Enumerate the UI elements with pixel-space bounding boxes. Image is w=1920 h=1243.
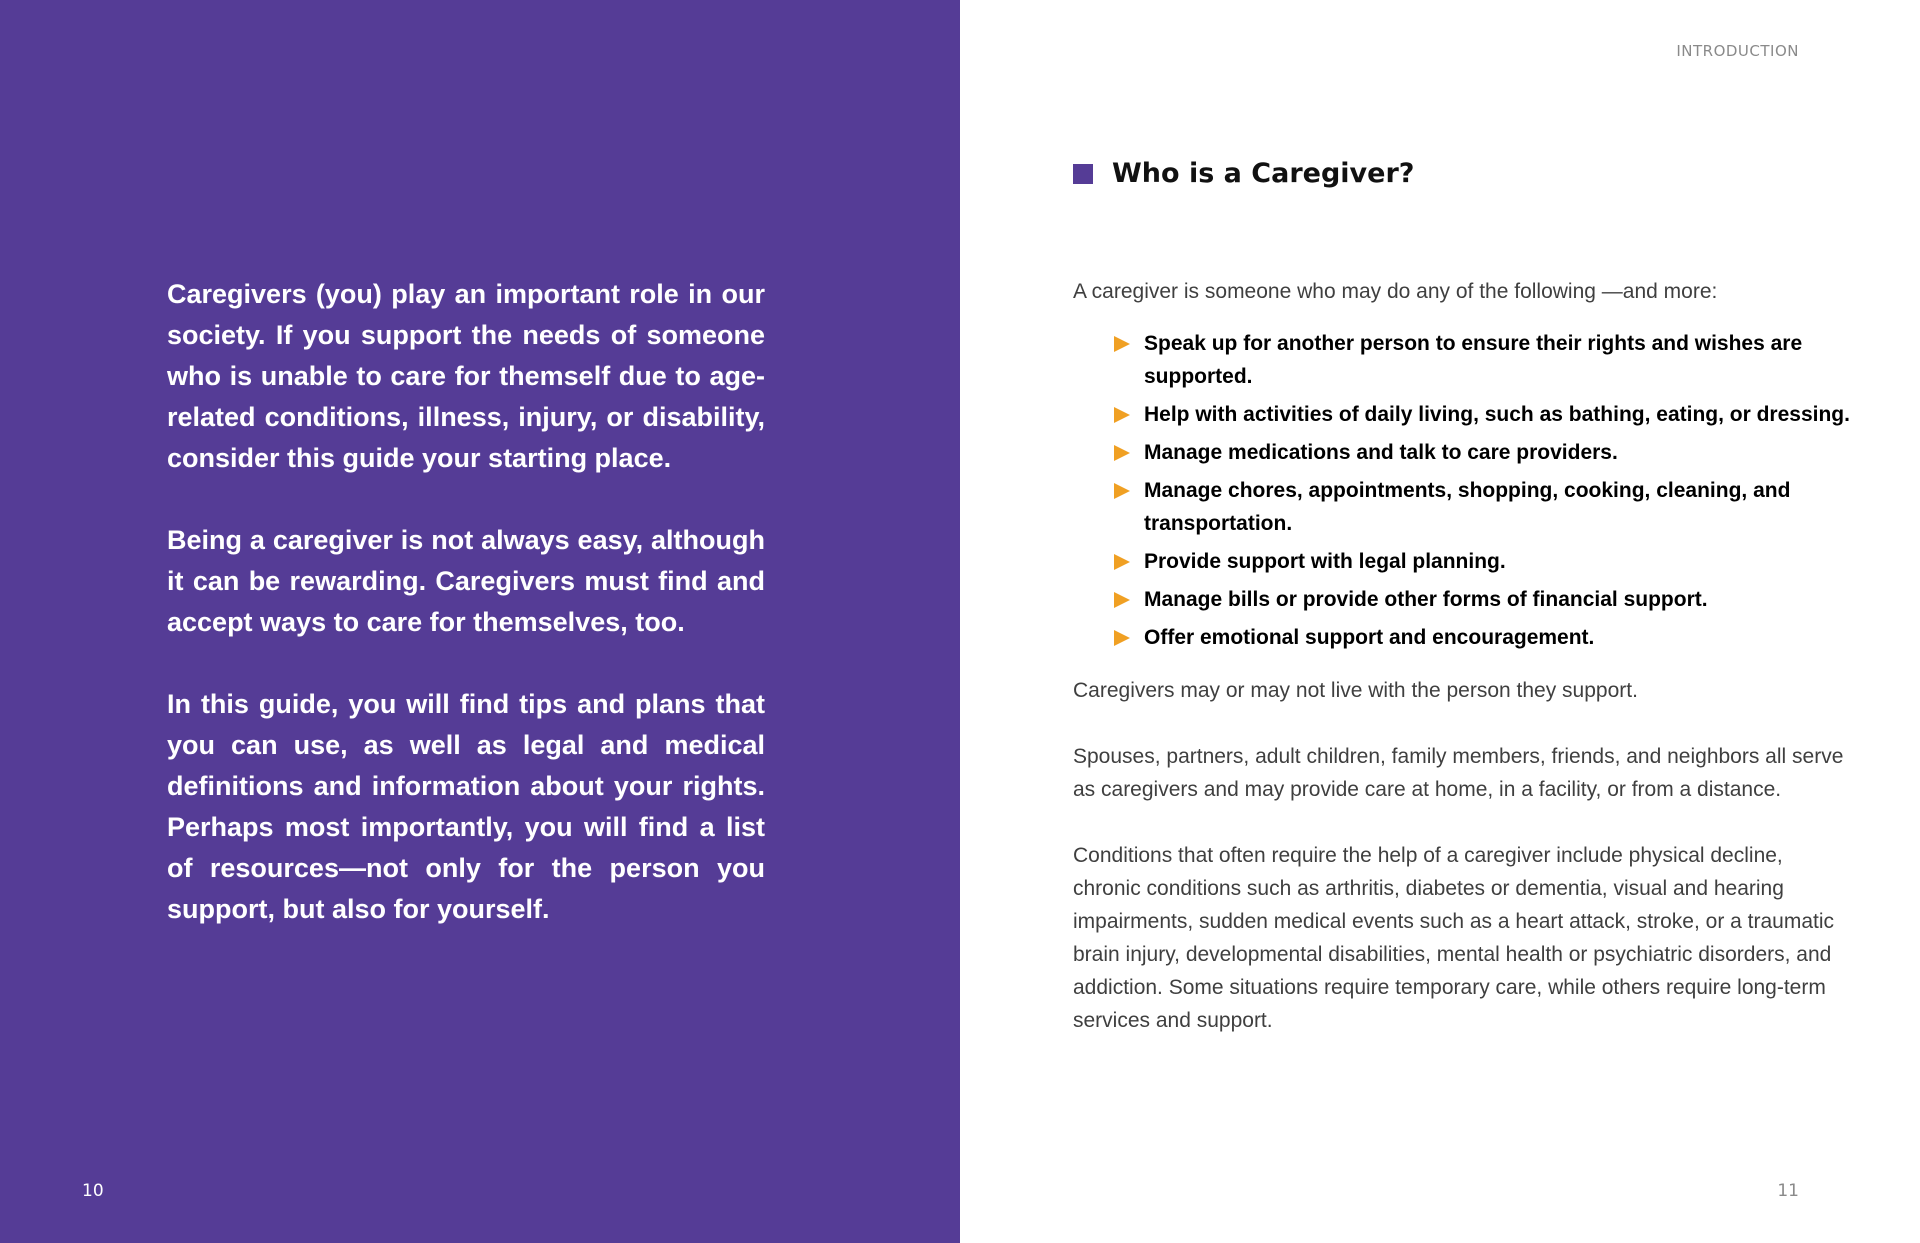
arrow-right-icon: [1114, 630, 1130, 646]
list-item: [1112, 583, 1853, 616]
list-item: [1112, 436, 1853, 469]
body-paragraph: Caregivers may or may not live with the person they support.: [1073, 679, 1638, 702]
list-item-text: Offer emotional support and encouragement.: [1144, 626, 1595, 649]
list-item: [1112, 474, 1853, 540]
square-bullet-icon: [1073, 164, 1093, 184]
running-header: INTRODUCTION: [1676, 42, 1799, 60]
right-page: [960, 0, 1920, 1243]
list-item: [1112, 545, 1853, 578]
arrow-right-icon: [1114, 336, 1130, 352]
intro-paragraph: Being a caregiver is not always easy, although it can be rewarding. Caregivers must find and accept ways to care for themselves, too.: [167, 525, 765, 637]
arrow-right-icon: [1114, 592, 1130, 608]
heading-title: Who is a Caregiver?: [1112, 158, 1415, 189]
intro-paragraph: In this guide, you will find tips and plans that you can use, as well as legal and medical definitions and information about your rights. Perhaps most importantly, you will find a list of resources—not only for the person you support, but also for yourself.: [167, 689, 765, 924]
list-item: [1112, 398, 1853, 431]
list-item: [1112, 327, 1853, 393]
page-number-left: 10: [82, 1181, 104, 1201]
arrow-right-icon: [1114, 407, 1130, 423]
section-heading: [1073, 158, 1414, 189]
body-paragraph: Conditions that often require the help of a caregiver include physical decline, chronic conditions such as arthritis, diabetes or dementia, visual and hearing impairments, sudden medical events such as a heart attack, stroke, or a traumatic brain injury, developmental disabilities, mental health or psychiatric disorders, and addiction. Some situations require temporary care, while others require long-term services and support.: [1073, 844, 1835, 1032]
list-item-text: Manage chores, appointments, shopping, cooking, cleaning, and transportation.: [1144, 479, 1791, 535]
body-paragraph: Spouses, partners, adult children, family members, friends, and neighbors all serve as caregivers and may provide care at home, in a facility, or from a distance.: [1073, 745, 1844, 801]
list-item-text: Help with activities of daily living, such as bathing, eating, or dressing.: [1144, 403, 1850, 426]
caregiver-tasks-list: [1073, 327, 1853, 654]
list-item-text: Provide support with legal planning.: [1144, 550, 1506, 573]
page-number-right: 11: [1777, 1181, 1799, 1201]
arrow-right-icon: [1114, 445, 1130, 461]
lead-paragraph: A caregiver is someone who may do any of the following —and more:: [1073, 280, 1718, 303]
list-item-text: Speak up for another person to ensure their rights and wishes are supported.: [1144, 332, 1803, 388]
list-item: [1112, 621, 1853, 654]
intro-paragraph: Caregivers (you) play an important role in our society. If you support the needs of someone who is unable to care for themself due to age-related conditions, illness, injury, or disability, consider this guide your starting place.: [167, 279, 765, 473]
arrow-right-icon: [1114, 554, 1130, 570]
arrow-right-icon: [1114, 483, 1130, 499]
intro-text-block: [167, 274, 765, 971]
list-item-text: Manage medications and talk to care providers.: [1144, 441, 1618, 464]
list-item-text: Manage bills or provide other forms of financial support.: [1144, 588, 1708, 611]
main-content: [1073, 275, 1853, 1070]
